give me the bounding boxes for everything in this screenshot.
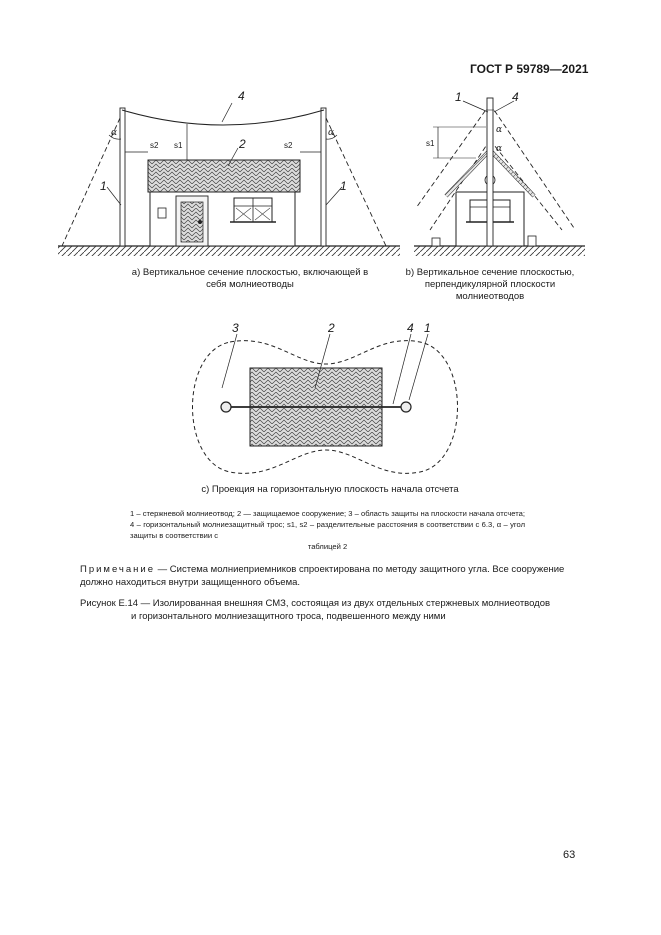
figure-title [80,598,585,623]
note-prefix: Примечание [80,564,155,575]
label-b-cable: 4 [512,90,519,104]
label-c-cable: 4 [407,321,414,335]
label-c-building: 2 [328,321,335,335]
label-a-building: 2 [239,137,246,151]
note [80,564,585,589]
label-b-alpha-2: α [496,144,503,154]
label-b-rod: 1 [455,90,462,104]
legend-text-end: таблицей 2 [307,542,348,551]
figure-c-drawing [193,334,458,473]
label-a-cable: 4 [238,89,245,103]
label-b-alpha-1: α [496,125,503,135]
figure-legend [130,508,525,552]
label-a-rod-right: 1 [340,179,347,193]
caption-figure-b: b) Вертикальное сечение плоскостью, перпендикулярной плоскости молниеотводов [405,267,575,302]
document-code: ГОСТ Р 59789—2021 [470,62,589,76]
legend-text: 1 – стержневой молниеотвод; 2 — защищаемое сооружение; 3 – область защиты на плоскости начала отсчета; 4 – горизонтальный молниезащитный трос; s1, s2 – разделительные расстояния в соответствии с 6.3, α – угол защиты в соответствии с [130,509,525,540]
label-b-s1: s1 [426,139,435,148]
figure-title-line2: и горизонтального молниезащитного троса, подвешенного между ними [131,610,446,622]
label-a-s2-right: s2 [284,141,293,150]
figure-title-line1: Рисунок Е.14 — Изолированная внешняя СМЗ, состоящая из двух отдельных стержневых молниеотводов [80,598,551,609]
label-a-rod-left: 1 [100,179,107,193]
label-a-alpha-left: α [111,128,118,138]
label-a-s1: s1 [174,141,183,150]
caption-figure-c: c) Проекция на горизонтальную плоскость начала отсчета [201,484,459,495]
figure-b-drawing [414,98,585,256]
label-a-s2-left: s2 [150,141,159,150]
figure-a-drawing [58,103,400,256]
page-number: 63 [563,849,576,861]
label-a-alpha-right: α [328,128,335,138]
label-c-rod: 1 [424,321,431,335]
caption-figure-a: a) Вертикальное сечение плоскостью, включающей в себя молниеотводы [131,267,369,290]
label-c-zone: 3 [232,321,239,335]
note-text: — Система молниеприемников спроектирована по методу защитного угла. Все сооружение должно находиться внутри защищенного объема. [80,564,565,588]
